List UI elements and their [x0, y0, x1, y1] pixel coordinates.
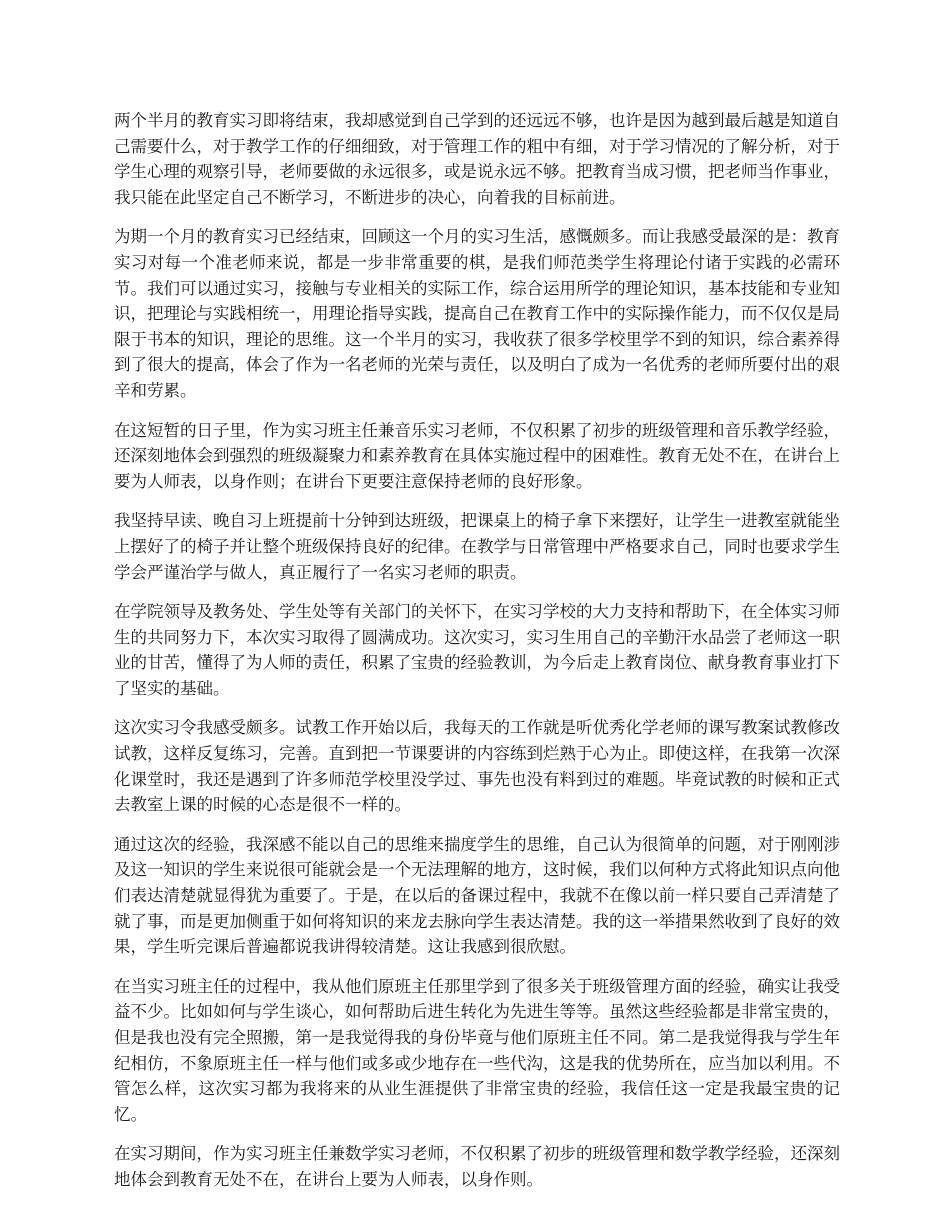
paragraph-8: 在当实习班主任的过程中，我从他们原班主任那里学到了很多关于班级管理方面的经验，确实让我受益不少。比如如何与学生谈心，如何帮助后进生转化为先进生等等。虽然这些经验都是非常宝贵的，但是我也没有完全照搬，第一是我觉得我的身份毕竟与他们原班主任不同。第二是我觉得我与学生年纪相仿，不象原班主任一样与他们或多或少地存在一些代沟，这是我的优势所在，应当加以利用。不管怎么样，这次实习都为我将来的从业生涯提供了非常宝贵的经验，我信任这一定是我最宝贵的记忆。: [114, 976, 840, 1124]
paragraph-9: 在实习期间，作为实习班主任兼数学实习老师，不仅积累了初步的班级管理和数学教学经验，还深刻地体会到教育无处不在，在讲台上要为人师表，以身作则。: [114, 1144, 840, 1189]
document-body: [114, 108, 840, 1207]
paragraph-6: 这次实习令我感受颇多。试教工作开始以后，我每天的工作就是听优秀化学老师的课写教案试教修改试教，这样反复练习，完善。直到把一节课要讲的内容练到烂熟于心为止。即使这样，在我第一次深化课堂时，我还是遇到了许多师范学校里没学过、事先也没有料到过的难题。毕竟试教的时候和正式去教室上课的时候的心态是很不一样的。: [114, 718, 840, 815]
paragraph-1: 两个半月的教育实习即将结束，我却感觉到自己学到的还远远不够，也许是因为越到最后越是知道自己需要什么，对于教学工作的仔细细致，对于管理工作的粗中有细，对于学习情况的了解分析，对于学生心理的观察引导，老师要做的永远很多，或是说永远不够。把教育当成习惯，把老师当作事业，我只能在此坚定自己不断学习，不断进步的决心，向着我的目标前进。: [114, 111, 840, 207]
paragraph-2: 为期一个月的教育实习已经结束，回顾这一个月的实习生活，感慨颇多。而让我感受最深的是：教育实习对每一个准老师来说，都是一步非常重要的棋，是我们师范类学生将理论付诸于实践的必需环节。我们可以通过实习，接触与专业相关的实际工作，综合运用所学的理论知识，基本技能和专业知识，把理论与实践相统一，用理论指导实践，提高自己在教育工作中的实际操作能力，而不仅仅是局限于书本的知识，理论的思维。这一个半月的实习，我收获了很多学校里学不到的知识，综合素养得到了很大的提高，体会了作为一名老师的光荣与责任，以及明白了成为一名优秀的老师所要付出的艰辛和劳累。: [114, 227, 840, 400]
paragraph-5: 在学院领导及教务处、学生处等有关部门的关怀下，在实习学校的大力支持和帮助下，在全体实习师生的共同努力下，本次实习取得了圆满成功。这次实习，实习生用自己的辛勤汗水品尝了老师这一职业的甘苦，懂得了为人师的责任，积累了宝贵的经验教训，为今后走上教育岗位、献身教育事业打下了坚实的基础。: [114, 602, 840, 698]
paragraph-3: 在这短暂的日子里，作为实习班主任兼音乐实习老师，不仅积累了初步的班级管理和音乐教学经验，还深刻地体会到强烈的班级凝聚力和素养教育在具体实施过程中的困难性。教育无处不在，在讲台上要为人师表，以身作则；在讲台下更要注意保持老师的良好形象。: [114, 420, 840, 491]
paragraph-7: 通过这次的经验，我深感不能以自己的思维来揣度学生的思维，自己认为很简单的问题，对于刚刚涉及这一知识的学生来说很可能就会是一个无法理解的地方，这时候，我们以何种方式将此知识点向他们表达清楚就显得犹为重要了。于是，在以后的备课过程中，我就不在像以前一样只要自己弄清楚了就了事，而是更加侧重于如何将知识的来龙去脉向学生表达清楚。我的这一举措果然收到了良好的效果，学生听完课后普遍都说我讲得较清楚。这让我感到很欣慰。: [114, 834, 840, 957]
paragraph-4: 我坚持早读、晚自习上班提前十分钟到达班级，把课桌上的椅子拿下来摆好，让学生一进教室就能坐上摆好了的椅子并让整个班级保持良好的纪律。在教学与日常管理中严格要求自己，同时也要求学生学会严谨治学与做人，真正履行了一名实习老师的职责。: [114, 511, 840, 582]
